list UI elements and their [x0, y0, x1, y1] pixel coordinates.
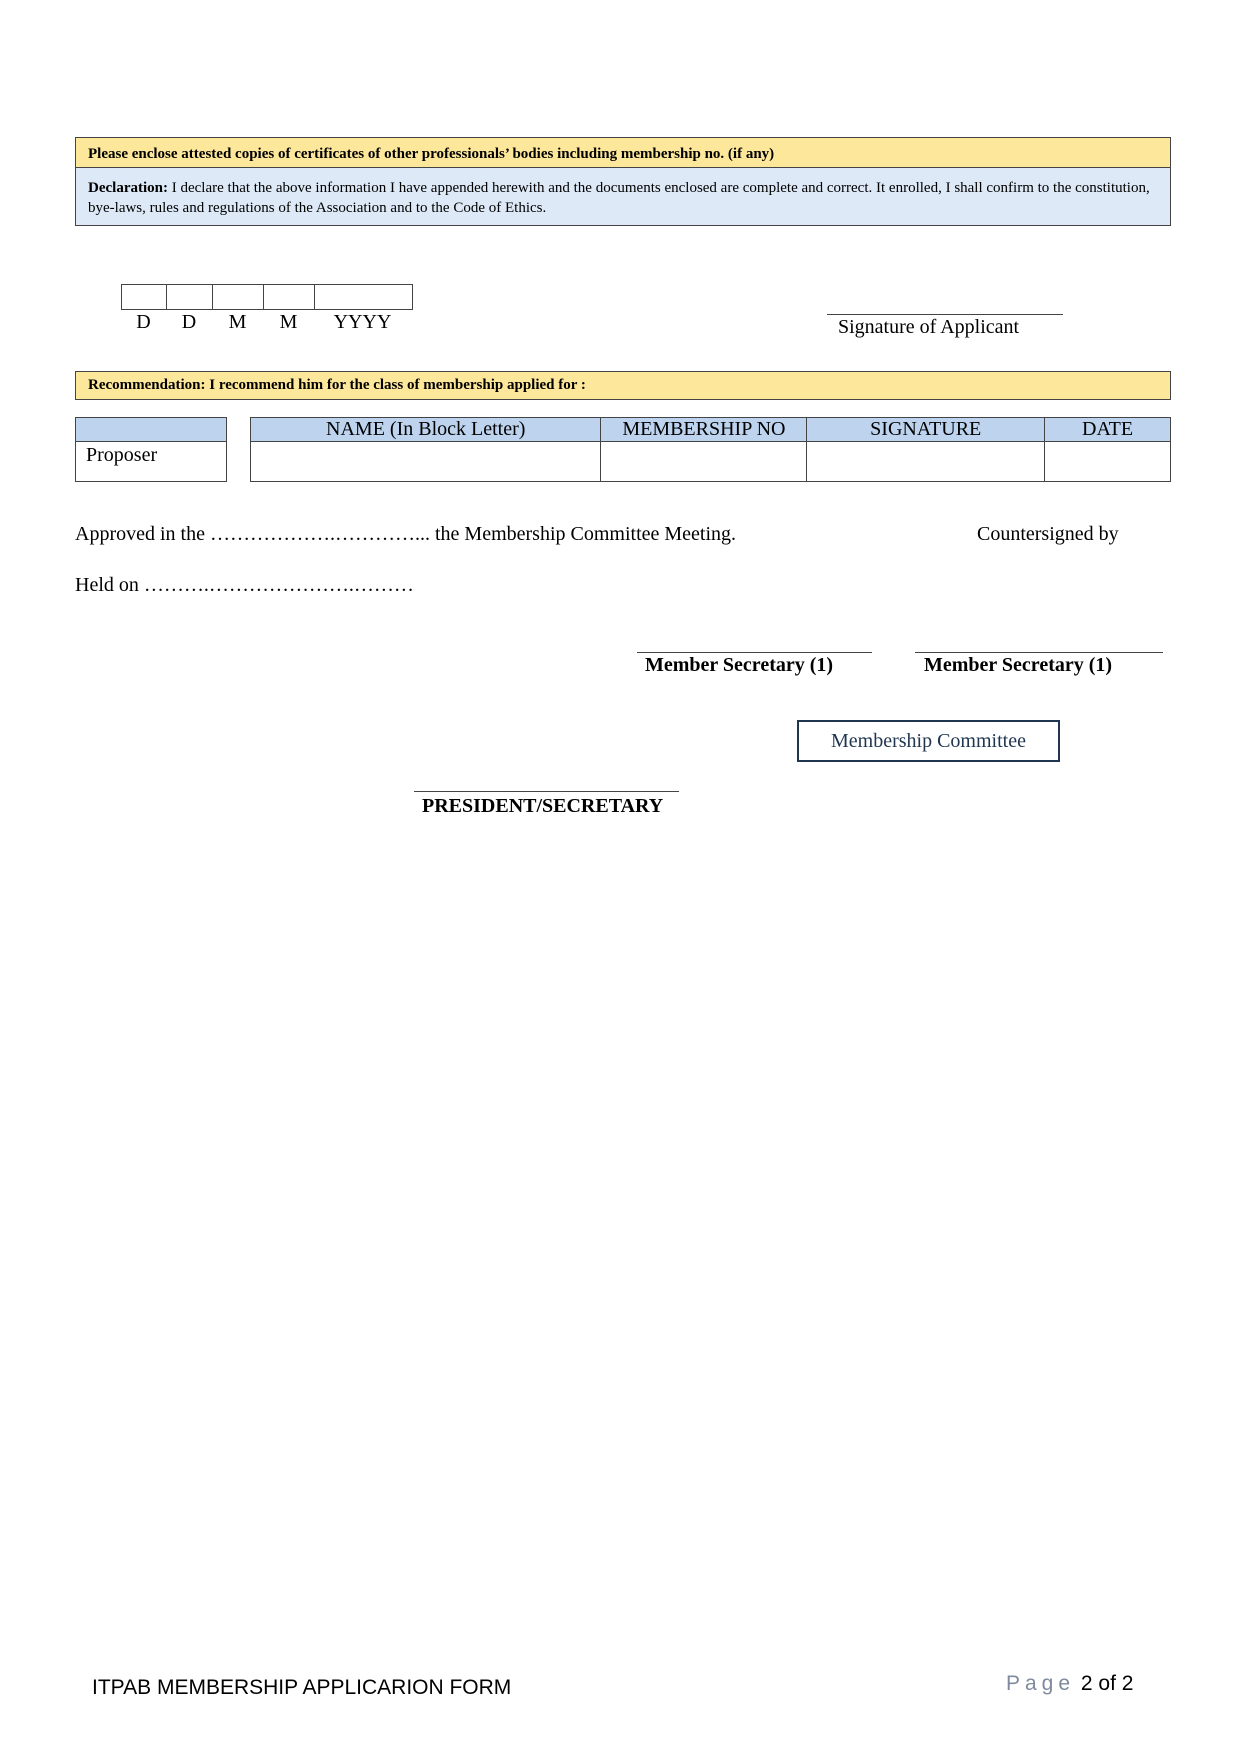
applicant-signature-line[interactable] [827, 314, 1063, 315]
footer-page-word: Page [1006, 1672, 1076, 1695]
date-input-boxes[interactable] [121, 284, 413, 310]
recommendation-bar [75, 371, 1171, 400]
date-label-m2: M [279, 311, 298, 333]
declaration-box [75, 168, 1171, 226]
col-signature: SIGNATURE [807, 418, 1045, 442]
date-label-m1: M [228, 311, 247, 333]
footer-page-count: 2 of 2 [1080, 1672, 1134, 1695]
date-box-month-2[interactable] [264, 285, 315, 309]
president-secretary-line[interactable] [414, 791, 679, 792]
proposer-membership-no-field[interactable] [601, 442, 807, 482]
attestation-text: Please enclose attested copies of certificates of other professionals’ bodies including membership no. (if any) [88, 146, 775, 162]
proposer-name-field[interactable] [251, 442, 601, 482]
member-secretary-1-label: Member Secretary (1) [645, 654, 834, 676]
date-box-month-1[interactable] [213, 285, 264, 309]
proposer-details-table [250, 417, 1171, 482]
proposer-header-cell [76, 418, 227, 442]
col-date: DATE [1045, 418, 1171, 442]
declaration-text: I declare that the above information I have appended herewith and the documents enclosed are complete and correct. It enrolled, I shall confirm to the constitution, bye-laws, rules and regulations of the Association and to the Code of Ethics. [88, 180, 1150, 216]
member-secretary-1-line[interactable] [637, 652, 872, 653]
footer-page-number [1006, 1672, 1133, 1696]
date-label-yyyy: YYYY [333, 311, 392, 333]
applicant-signature-label: Signature of Applicant [838, 316, 1020, 338]
date-box-day-2[interactable] [167, 285, 213, 309]
member-secretary-2-label: Member Secretary (1) [924, 654, 1113, 676]
countersigned-label: Countersigned by [977, 523, 1119, 545]
member-secretary-2-line[interactable] [915, 652, 1163, 653]
attestation-note [75, 137, 1171, 168]
proposer-label-table [75, 417, 227, 482]
proposer-signature-field[interactable] [807, 442, 1045, 482]
date-box-year[interactable] [315, 285, 412, 309]
held-on-text: Held on ……….………………….……… [75, 574, 414, 596]
approved-text: Approved in the ……………….…………... the Membership Committee Meeting. [75, 523, 737, 545]
date-box-day-1[interactable] [122, 285, 167, 309]
date-label-d1: D [136, 311, 151, 333]
president-secretary-label: PRESIDENT/SECRETARY [422, 795, 664, 817]
footer-form-title: ITPAB MEMBERSHIP APPLICARION FORM [92, 1676, 512, 1699]
col-name: NAME (In Block Letter) [251, 418, 601, 442]
date-label-d2: D [181, 311, 197, 333]
recommendation-text: Recommendation: I recommend him for the class of membership applied for : [88, 377, 586, 393]
proposer-label: Proposer [76, 442, 227, 482]
proposer-date-field[interactable] [1045, 442, 1171, 482]
membership-committee-stamp: Membership Committee [797, 720, 1060, 762]
col-membership-no: MEMBERSHIP NO [601, 418, 807, 442]
declaration-label: Declaration: [88, 180, 168, 196]
